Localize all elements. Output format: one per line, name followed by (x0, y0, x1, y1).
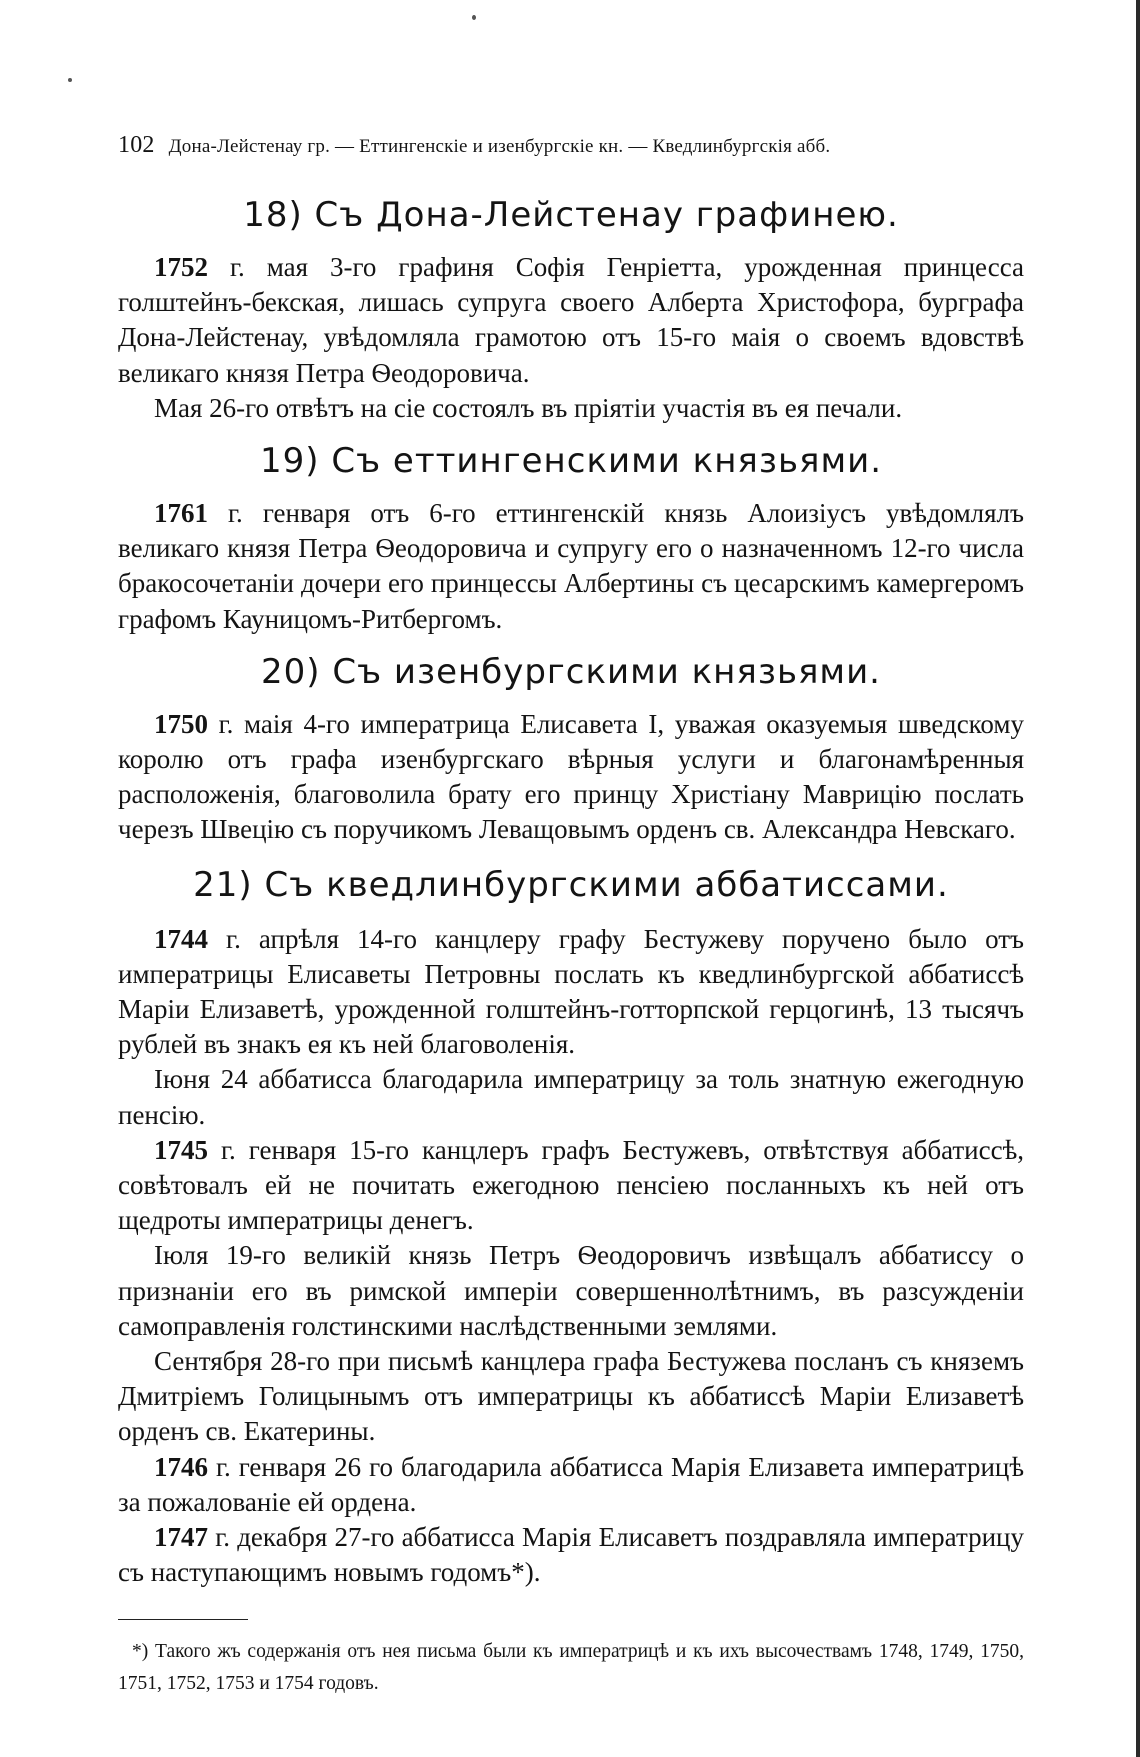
paragraph-text: Іюня 24 аббатисса благодарила императрицу за толь знатную ежегодную пенсію. (118, 1064, 1024, 1130)
running-head-text: Дона-Лейстенау гр. — Еттингенскіе и изенбургскіе кн. — Кведлинбургскія абб. (168, 136, 831, 157)
section-title: 19) Съ еттингенскими князьями. (260, 441, 882, 482)
year: 1752 (154, 252, 208, 282)
section-title: 18) Съ Дона-Лейстенау графинею. (243, 195, 899, 235)
section-title: 21) Съ кведлинбургскими аббатиссами. (193, 864, 949, 905)
page-number: 102 (118, 132, 155, 158)
footnote-rule (118, 1619, 248, 1620)
paragraph (118, 1133, 1024, 1239)
paragraph (118, 1344, 1024, 1450)
paragraph-text: г. генваря 15-го канцлеръ графъ Бестужевъ, отвѣтствуя аббатиссѣ, совѣтовалъ ей не почитать ежегодною пенсіею посланныхъ къ ней отъ щедроты императрицы денегъ. (118, 1134, 1024, 1236)
paragraph-text: г. маія 4-го императрица Елисавета I, уважая оказуемыя шведскому королю отъ графа изенбургскаго вѣрныя услуги и благонамѣренныя расположенія, благоволила брату его принцу Христіану Маврицію послать черезъ Швецію съ поручикомъ Леващовымъ орденъ св. Александра Невскаго. (118, 708, 1024, 845)
year: 1746 (154, 1451, 208, 1482)
year: 1761 (154, 498, 208, 529)
book-page (118, 130, 1024, 1700)
paragraph (118, 1520, 1024, 1590)
paragraph (118, 707, 1024, 848)
scan-speck (472, 15, 476, 20)
paragraph-text: г. генваря отъ 6-го еттингенскій князь Алоизіусъ увѣдомлялъ великаго князя Петра Ѳеодоровича и супругу его о назначенномъ 12-го числа бракосочетаніи дочери его принцессы Албертины съ цесарскимъ камергеромъ графомъ Кауницомъ-Ритбергомъ. (118, 498, 1024, 634)
year: 1744 (154, 923, 208, 954)
paragraph-text: Сентября 28-го при письмѣ канцлера графа Бестужева посланъ съ княземъ Дмитріемъ Голицынымъ отъ императрицы къ аббатиссѣ Маріи Елизаветѣ орденъ св. Екатерины. (118, 1346, 1024, 1447)
section-title: 20) Съ изенбургскими князьями. (261, 651, 881, 692)
paragraph (118, 922, 1024, 1063)
year: 1747 (154, 1522, 208, 1553)
paragraph-text: г. мая 3-го графиня Софія Генріетта, урожденная принцесса голштейнъ-бекская, лишась супруга своего Алберта Христофора, бурграфа Дона-Лейстенау, увѣдомляла грамотою отъ 15-го маія о своемъ вдовствѣ великаго князя Петра Ѳеодоровича. (118, 252, 1024, 388)
paragraph (118, 1062, 1024, 1132)
paragraph-text: Мая 26-го отвѣтъ на сіе состоялъ въ пріятіи участія въ ея печали. (154, 392, 903, 423)
scan-speck (68, 78, 72, 82)
page-edge (1136, 0, 1140, 1757)
paragraph (118, 1238, 1024, 1344)
paragraph (118, 1450, 1024, 1520)
paragraph-text: г. генваря 26 го благодарила аббатисса Марія Елизавета императрицѣ за пожалованіе ей ордена. (118, 1451, 1024, 1517)
paragraph (118, 250, 1024, 391)
paragraph-text: г. декабря 27-го аббатисса Марія Елисаветъ поздравляла императрицу съ наступающимъ новымъ годомъ*). (118, 1522, 1024, 1588)
paragraph (118, 391, 1024, 426)
year: 1750 (154, 708, 208, 739)
paragraph (118, 496, 1024, 637)
running-head (118, 130, 1024, 162)
year: 1745 (154, 1134, 208, 1165)
paragraph-text: г. апрѣля 14-го канцлеру графу Бестужеву поручено было отъ императрицы Елисаветы Петровны послать къ кведлинбургской аббатиссѣ Маріи Елизаветѣ, урожденной голштейнъ-готторпской герцогинѣ, 13 тысячъ рублей въ знакъ ея къ ней благоволенія. (118, 923, 1024, 1060)
paragraph-text: Іюля 19-го великій князь Петръ Ѳеодоровичъ извѣщалъ аббатиссу о признаніи его въ римской имперіи совершеннолѣтнимъ, въ разсужденіи самоправленія голстинскими наслѣдственными землями. (118, 1240, 1024, 1341)
footnote: *) Такого жъ содержанія отъ нея письма были къ императрицѣ и къ ихъ высочествамъ 1748, 1749, 1750, 1751, 1752, 1753 и 1754 годовъ. (118, 1640, 1024, 1694)
